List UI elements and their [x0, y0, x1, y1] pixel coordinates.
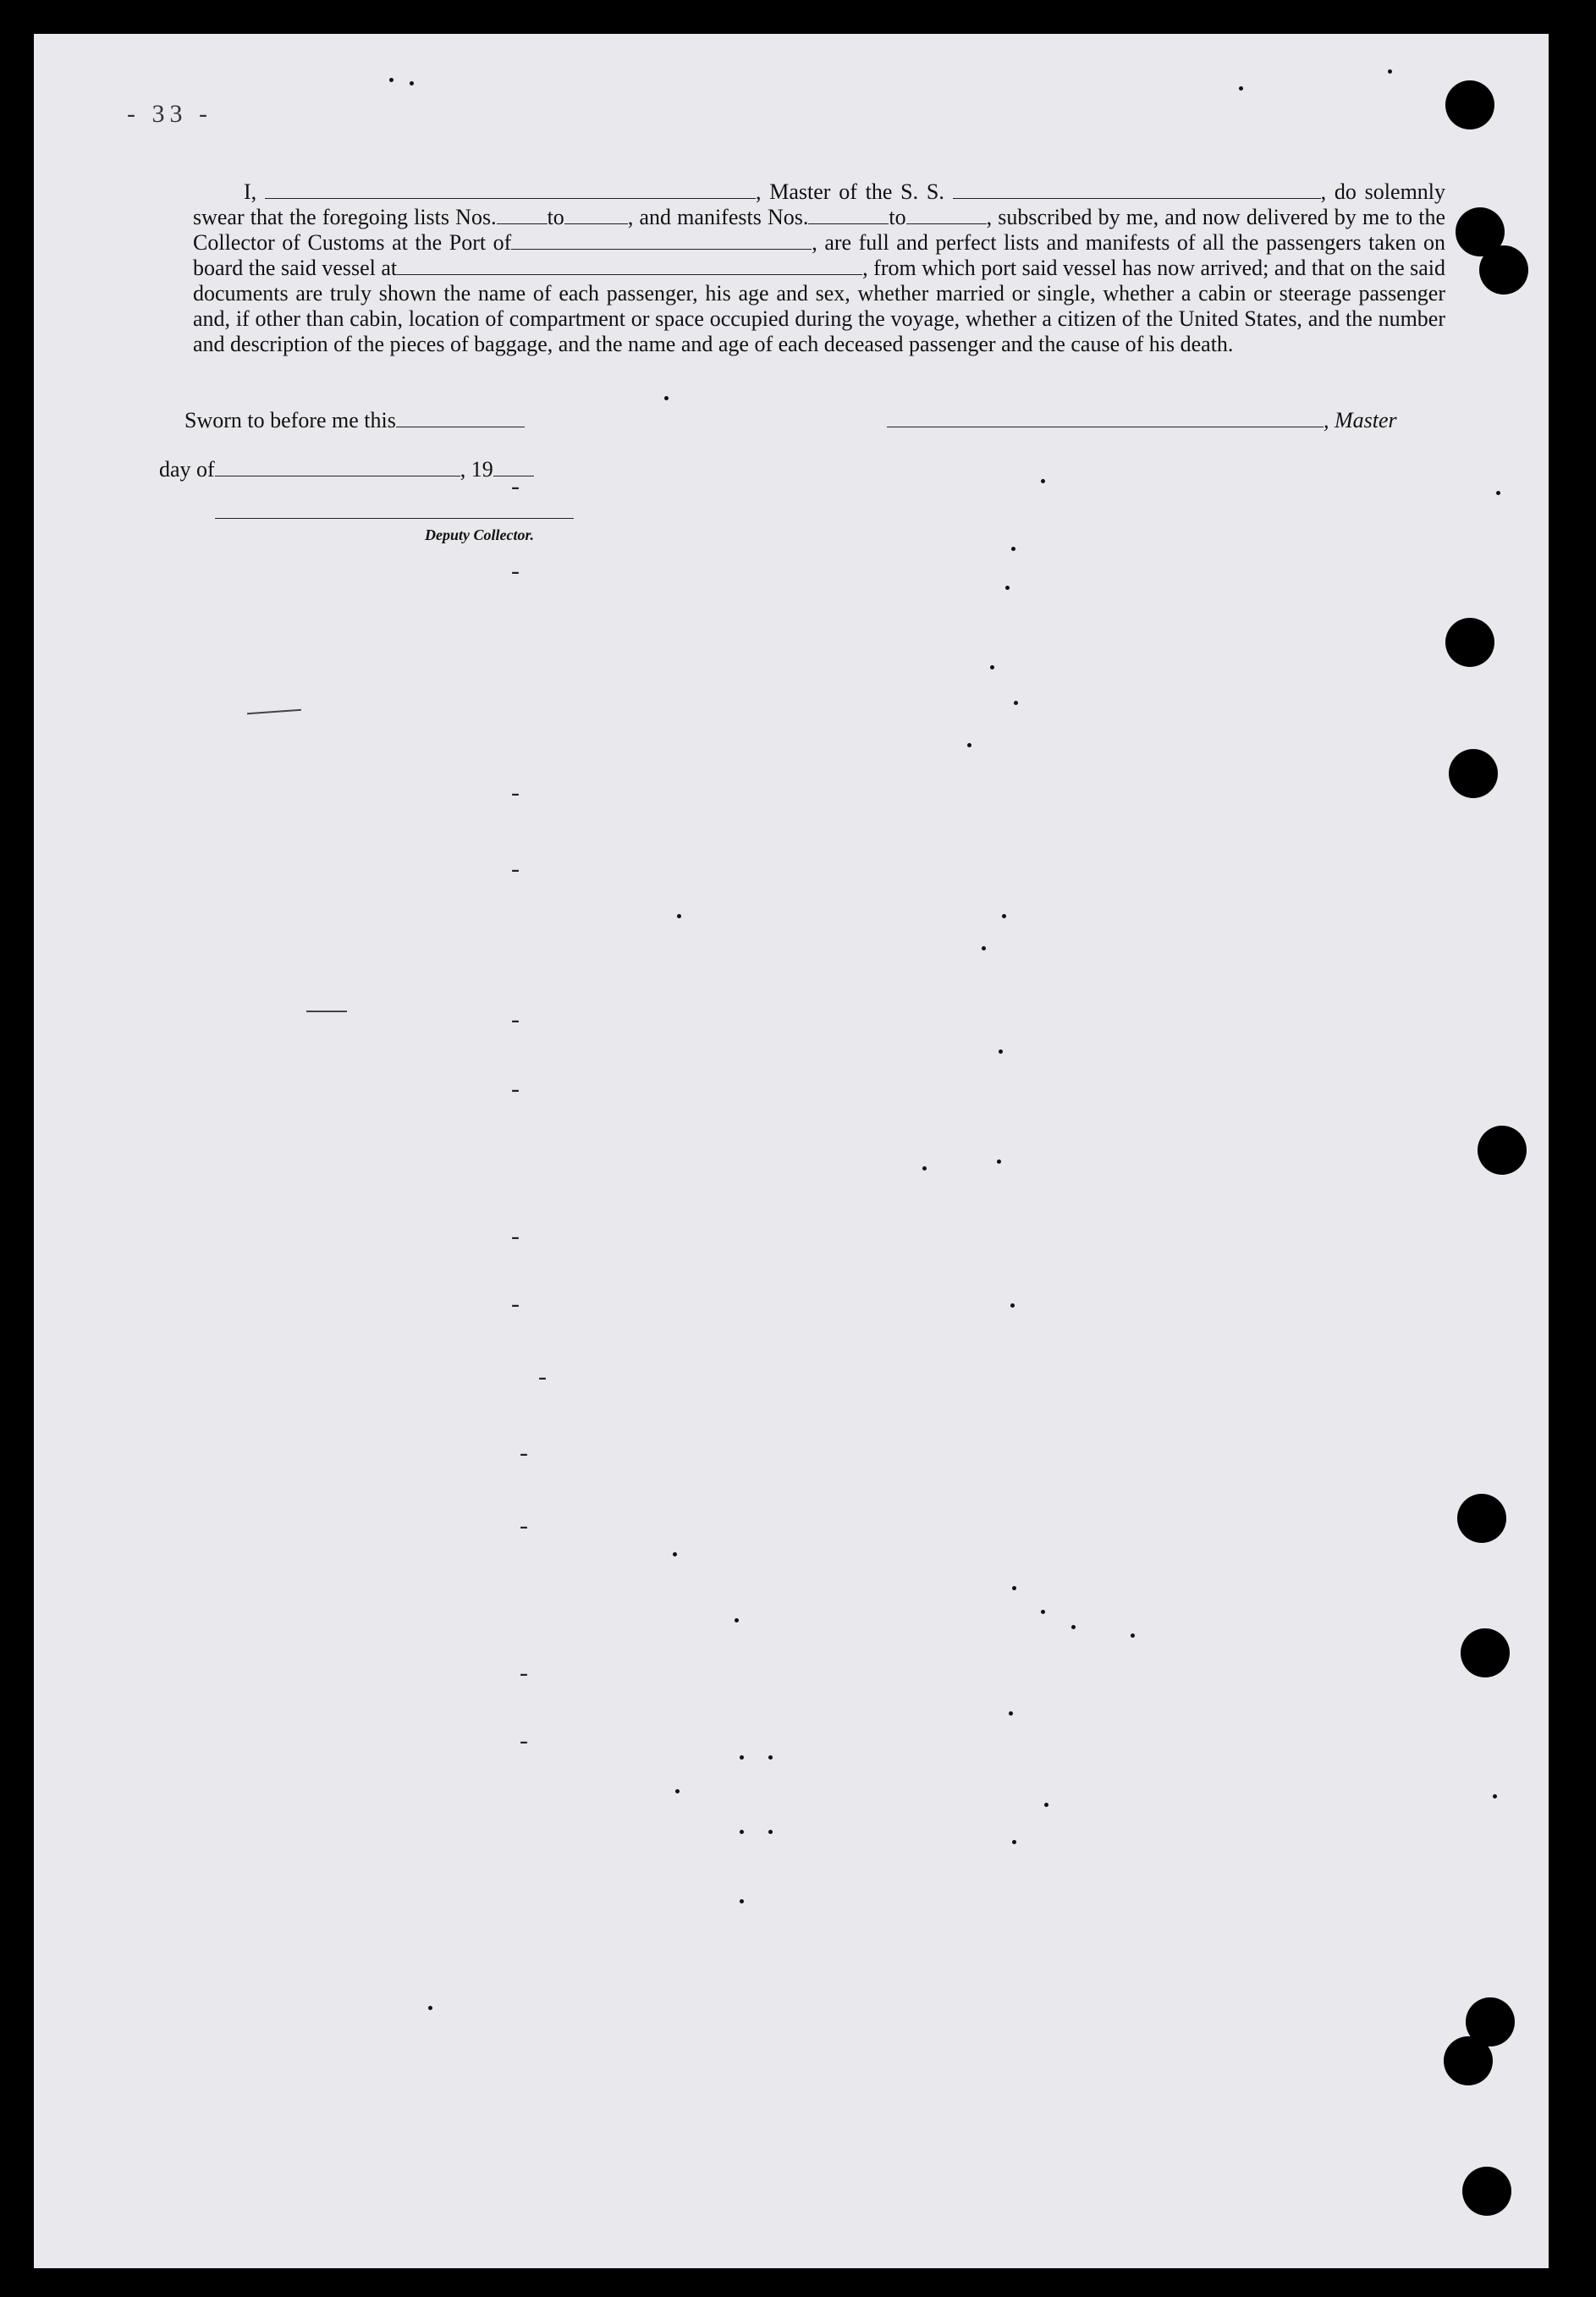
row-dash: - — [511, 855, 520, 883]
master-label: , Master — [1324, 408, 1397, 432]
speck — [997, 1160, 1001, 1164]
day-month-blank — [215, 457, 460, 476]
row-dash: - — [511, 1005, 520, 1033]
port-blank — [511, 232, 812, 250]
speck — [1239, 86, 1243, 91]
row-dash: - — [511, 1222, 520, 1250]
row-dash: - — [520, 1512, 528, 1540]
oath-manifests-all: manifests of all the passengers taken on board the said vessel at — [193, 230, 1446, 280]
speck — [922, 1166, 927, 1171]
page-marker: - 33 - — [127, 100, 212, 128]
speck — [1041, 1610, 1045, 1614]
speck — [410, 81, 414, 85]
punch-hole — [1462, 2167, 1511, 2216]
speck — [990, 665, 994, 669]
oath-paragraph — [193, 179, 1445, 357]
speck — [1493, 1794, 1497, 1798]
manifest-to-blank — [906, 207, 987, 224]
port-embarked-blank — [397, 257, 862, 275]
deputy-signature-line — [215, 518, 574, 519]
speck — [1012, 1586, 1016, 1590]
row-dash: - — [520, 1439, 528, 1467]
punch-hole — [1444, 2036, 1493, 2085]
oath-to-1: to — [547, 205, 564, 229]
manifest-page — [34, 34, 1549, 2268]
punch-hole — [1449, 749, 1498, 798]
row-dash: - — [511, 1290, 520, 1318]
sworn-label: Sworn to before me this — [184, 408, 396, 432]
punch-hole — [1478, 1126, 1527, 1175]
speck — [768, 1830, 773, 1834]
speck — [1009, 1711, 1013, 1716]
deputy-collector-label: Deputy Collector. — [425, 526, 534, 543]
row-dash: - — [520, 1659, 528, 1687]
oath-swear: swear that the foregoing lists Nos. — [193, 205, 497, 229]
oath-rest: port said vessel has now arrived; and that on the said documents are truly shown the name of each passenger, his age and sex, whether married or single, whether a cabin or steerage passenger and, if other than cabin, location of compartment or space occupied during the voyage, whether a citizen of the United States, and the number and description of the pieces of baggage, and the name and age of each deceased passenger and the cause of his death. — [193, 256, 1446, 356]
speck — [967, 743, 971, 747]
punch-hole — [1445, 618, 1494, 667]
row-dash: - — [520, 1727, 528, 1754]
manifest-from-blank — [808, 207, 889, 224]
speck — [1131, 1633, 1135, 1638]
row-dash: - — [511, 779, 520, 807]
speck — [1010, 1303, 1015, 1308]
row-dash: - — [538, 1363, 547, 1391]
day-row — [159, 457, 534, 482]
oath-subscribed: , subscribed by me, and now — [986, 205, 1241, 229]
oath-to-2: to — [889, 205, 906, 229]
bleed-through-ghost — [990, 406, 1035, 538]
punch-hole — [1461, 1628, 1510, 1677]
row-dash: - — [511, 1075, 520, 1103]
speck — [664, 396, 669, 400]
speck — [1041, 479, 1045, 483]
oath-delivered: delivered by me to the Collector of Customs at the Port of — [193, 205, 1446, 255]
speck — [740, 1899, 744, 1903]
pencil-stroke — [306, 1011, 347, 1012]
speck — [1071, 1625, 1076, 1629]
master-name-blank — [265, 181, 756, 199]
speck — [1002, 914, 1006, 918]
master-signature-row — [887, 408, 1397, 433]
oath-and-manifests: , and manifests Nos. — [627, 205, 809, 229]
sworn-day-blank — [396, 408, 525, 427]
speck — [675, 1789, 680, 1793]
speck — [999, 1049, 1003, 1054]
oath-from-which: , from which — [862, 256, 976, 280]
speck — [1388, 69, 1392, 74]
speck — [1012, 1840, 1016, 1844]
speck — [389, 78, 393, 82]
speck — [1005, 586, 1010, 590]
row-dash: - — [511, 472, 520, 500]
speck — [1496, 491, 1500, 495]
master-signature-blank — [887, 408, 1324, 427]
speck — [982, 946, 986, 950]
punch-hole — [1479, 245, 1528, 295]
speck — [677, 914, 681, 918]
punch-hole — [1457, 1494, 1506, 1543]
oath-do-solemnly: , do solemnly — [1320, 179, 1446, 204]
speck — [740, 1755, 744, 1760]
speck — [1014, 701, 1018, 705]
speck — [735, 1618, 739, 1622]
year-label: , 19 — [460, 457, 493, 482]
speck — [428, 2006, 432, 2010]
list-from-blank — [497, 207, 548, 224]
oath-master-of: , Master of the S. S. — [755, 179, 944, 204]
day-label: day of — [159, 457, 215, 482]
speck — [740, 1830, 744, 1834]
speck — [1044, 1803, 1048, 1807]
punch-hole — [1445, 80, 1494, 129]
ship-name-blank — [953, 181, 1321, 199]
sworn-row — [184, 408, 525, 433]
row-dash: - — [511, 557, 520, 585]
speck — [1011, 547, 1015, 551]
pencil-stroke — [247, 709, 301, 714]
oath-full-perfect: , are full and perfect lists and — [812, 230, 1079, 255]
oath-i: I, — [244, 179, 257, 204]
speck — [768, 1755, 773, 1760]
speck — [673, 1552, 677, 1556]
list-to-blank — [564, 207, 628, 224]
